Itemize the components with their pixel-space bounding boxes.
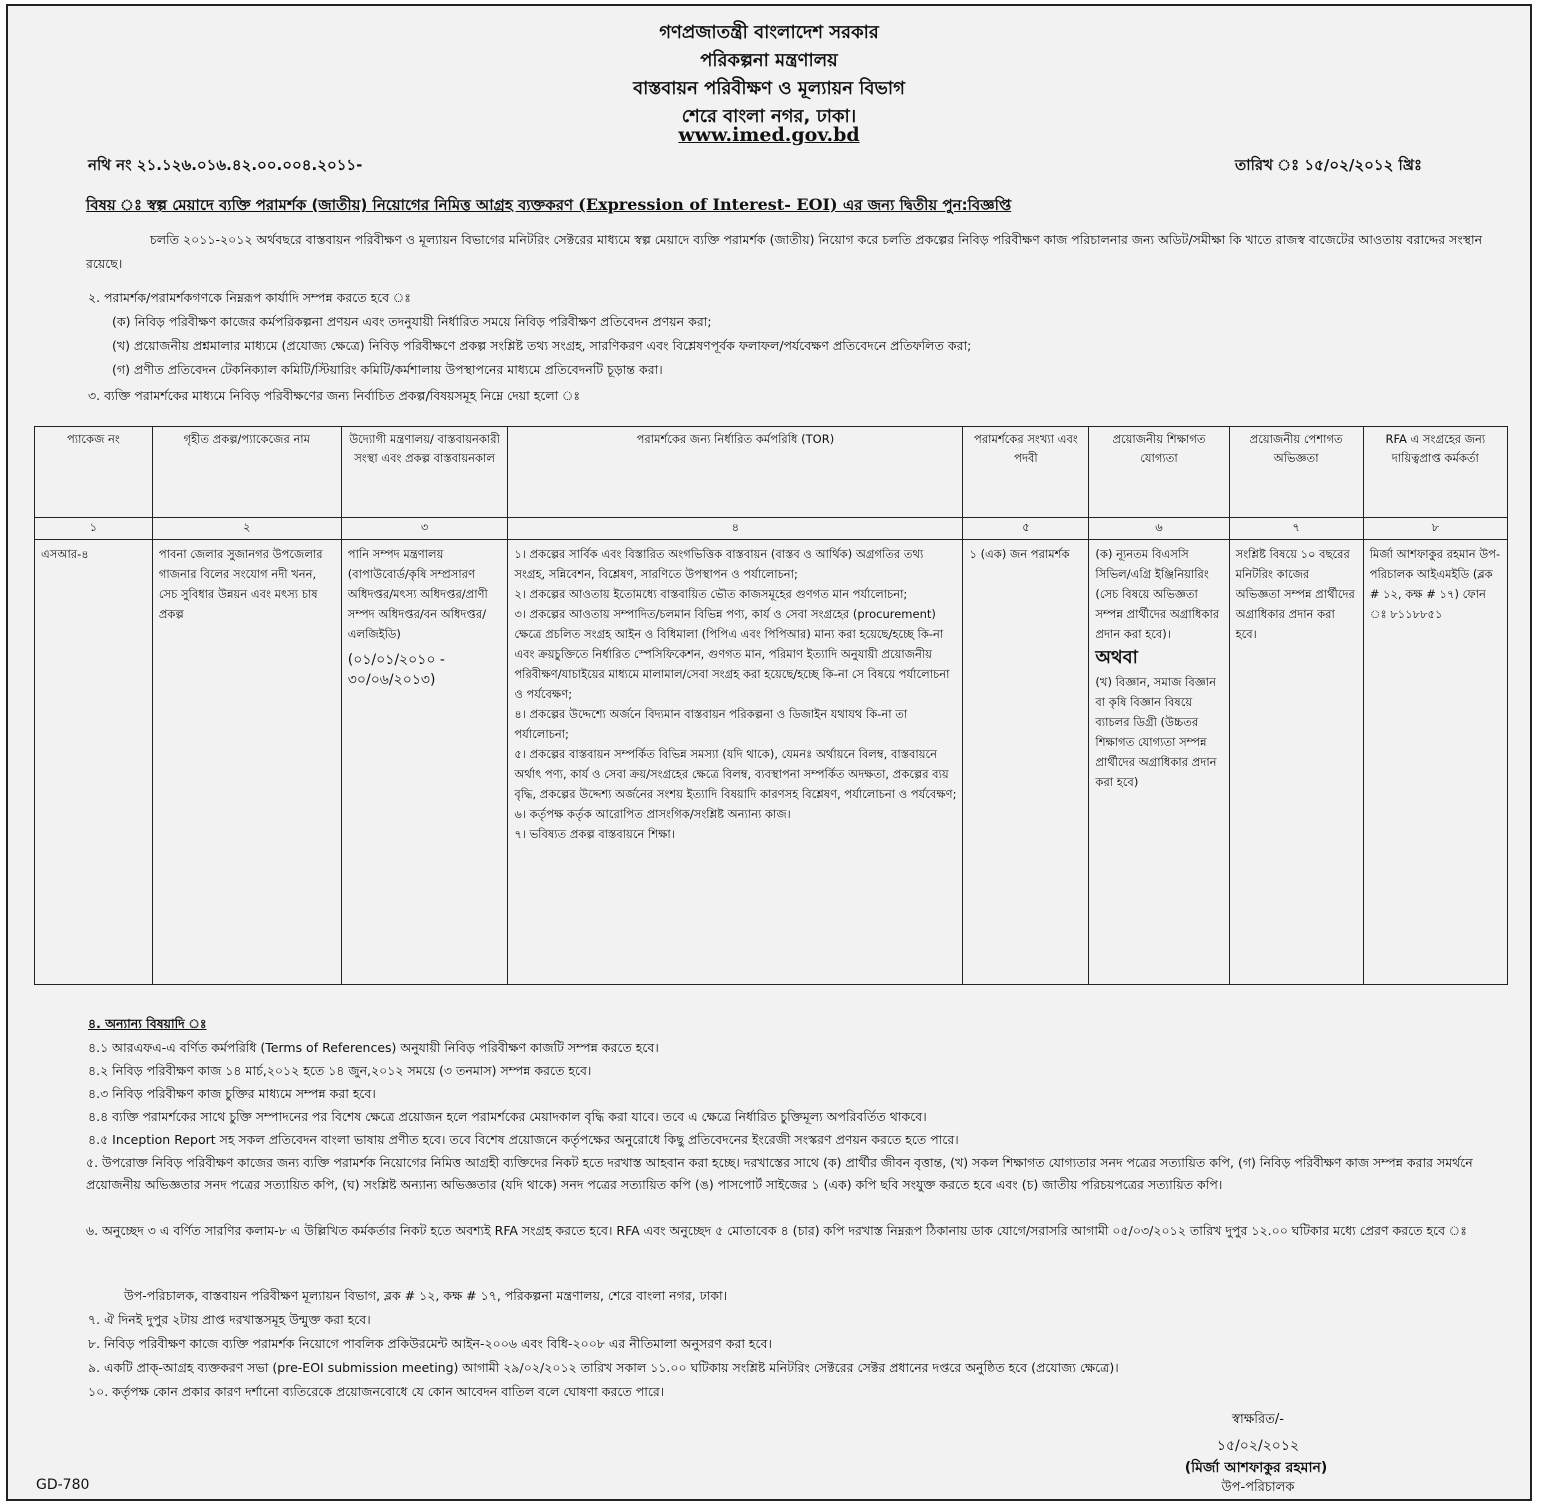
section-4-title: ৪. অন্যান্য বিষয়াদি ঃ [88,1016,207,1031]
col-number: ৭ [1229,518,1363,540]
tor-item: ৬। কর্তৃপক্ষ কর্তৃক আরোপিত প্রাসংগিক/সংশ্লিষ্ট অন্যান্য কাজ। [514,807,791,821]
section-2-item-b: (খ) প্রয়োজনীয় প্রশ্নমালার মাধ্যমে (প্রযোজ্য ক্ষেত্রে) নিবিড় পরিবীক্ষণে প্রকল্প সংশ্লিষ্ট তথ্য সংগ্রহ, সারণিকরণ এবং বিশ্লেষণপূর্বক ফলাফল/পর্যবেক্ষণ প্রতিবেদনে প্রতিফলিত করা; [112,338,972,353]
section-3-title: ৩. ব্যক্তি পরামর্শকের মাধ্যমে নিবিড় পরিবীক্ষণের জন্য নির্বাচিত প্রকল্প/বিষয়সমূহ নিম্নে দেয়া হলো ঃ [88,388,581,403]
signature-name: (মির্জা আশফাকুর রহমান) [1184,1460,1328,1476]
section-2-item-a: (ক) নিবিড় পরিবীক্ষণ কাজের কর্মপরিকল্পনা প্রণয়ন এবং তদনুযায়ী নির্ধারিত সময়ে নিবিড় পরিবীক্ষণ প্রতিবেদন প্রণয়ন করা; [112,314,712,329]
col-header-package: প্যাকেজ নং [35,427,153,518]
header-government: গণপ্রজাতন্ত্রী বাংলাদেশ সরকার [659,22,879,43]
cell-experience: সংশ্লিষ্ট বিষয়ে ১০ বছরের মনিটরিং কাজের অভিজ্ঞতা সম্পন্ন প্রার্থীদের অগ্রাধিকার প্রদান করা হবে। [1229,540,1363,985]
section-6: ৬. অনুচ্ছেদ ৩ এ বর্ণিত সারণির কলাম-৮ এ উল্লিখিত কর্মকর্তার নিকট হতে অবশ্যই RFA সংগ্রহ করতে হবে। RFA এবং অনুচ্ছেদ ৫ মোতাবেক ৪ (চার) কপি দরখাস্ত নিম্নরূপ ঠিকানায় ডাক যোগে/সরাসরি আগামী ০৫/০৩/২০১২ তারিখ দুপুর ১২.০০ ঘটিকার মধ্যে প্রেরণ করতে হবে ঃ [86,1223,1467,1238]
subject-bn-pre: বিষয় ঃ স্বল্প মেয়াদে ব্যক্তি পরামর্শক (জাতীয়) নিয়োগের নিমিত্ত আগ্রহ ব্যক্তকরণ [86,196,574,214]
col-header-ministry: উদ্যোগী মন্ত্রণালয়/ বাস্তবায়নকারী সংস্থা এবং প্রকল্প বাস্তবায়নকাল [341,427,508,518]
header-ministry: পরিকল্পনা মন্ত্রণালয় [700,50,838,71]
cell-consultants: ১ (এক) জন পরামর্শক [963,540,1089,985]
subject-bn-post: এর জন্য দ্বিতীয় পুন:বিজ্ঞপ্তি [842,196,1012,214]
section-5: ৫. উপরোক্ত নিবিড় পরিবীক্ষণ কাজের জন্য ব্যক্তি পরামর্শক নিয়োগের নিমিত্ত আগ্রহী ব্যক্তিদের নিকট হতে দরখাস্ত আহবান করা হচ্ছে। দরখাস্তের সাথে (ক) প্রার্থীর জীবন বৃত্তান্ত, (খ) সকল শিক্ষাগত যোগ্যতার সনদ পত্রের সত্যায়িত কপি, (গ) নিবিড় পরিবীক্ষণ কাজ সম্পন্ন করার সমর্থনে প্রয়োজনীয় অভিজ্ঞতার সনদ পত্রের সত্যায়িত কপি, (ঘ) সংশ্লিষ্ট অন্যান্য অভিজ্ঞতার (যদি থাকে) সনদ পত্রের সত্যায়িত কপি (ঙ) পাসপোর্ট সাইজের ১ (এক) কপি ছবি সংযুক্ত করতে হবে এবং (চ) জাতীয় পরিচয়পত্রের সত্যায়িত কপি। [86,1155,1473,1192]
section-8: ৮. নিবিড় পরিবীক্ষণ কাজে ব্যক্তি পরামর্শক নিয়োগে পাবলিক প্রকিউরমেন্ট আইন-২০০৬ এবং বিধি-২০০৮ এর নীতিমালা অনুসরণ করা হবে। [88,1336,772,1351]
section-4-item: ৪.৩ নিবিড় পরিবীক্ষণ কাজ চুক্তির মাধ্যমে সম্পন্ন করা হবে। [88,1086,376,1101]
section-4-item: ৪.৫ Inception Report সহ সকল প্রতিবেদন বাংলা ভাষায় প্রণীত হবে। তবে বিশেষ প্রয়োজনে কর্তৃপক্ষের অনুরোধে কিছু প্রতিবেদনের ইংরেজী সংস্করণ প্রণয়ন করতে হতে পারে। [88,1132,959,1147]
col-number: ১ [35,518,153,540]
qualification-a: (ক) ন্যূনতম বিএসসি সিভিল/এগ্রি ইঞ্জিনিয়ারিং (সেচ বিষয়ে অভিজ্ঞতা সম্পন্ন প্রার্থীদের অগ্রাধিকার প্রদান করা হবে)। [1095,547,1220,641]
col-number: ৪ [508,518,963,540]
section-10: ১০. কর্তৃপক্ষ কোন প্রকার কারণ দর্শানো ব্যতিরেকে প্রয়োজনবোধে যে কোন আবেদন বাতিল বলে ঘোষণা করতে পারে। [88,1384,665,1399]
section-9: ৯. একটি প্রাক্-আগ্রহ ব্যক্তকরণ সভা (pre-EOI submission meeting) আগামী ২৯/০২/২০১২ তারিখ সকাল ১১.০০ ঘটিকায় সংশ্লিষ্ট মনিটরিং সেক্টরের সেক্টর প্রধানের দপ্তরে অনুষ্ঠিত হবে (প্রযোজ্য ক্ষেত্রে)। [88,1360,1119,1375]
section-2-title: ২. পরামর্শক/পরামর্শকগণকে নিম্নরূপ কার্যাদি সম্পন্ন করতে হবে ঃ [88,290,411,305]
subject-line [86,194,1011,219]
tor-item: ২। প্রকল্পের আওতায় ইতোমধ্যে বাস্তবায়িত ভৌত কাজসমূহের গুণগত মান পর্যালোচনা; [514,587,908,601]
cell-project: পাবনা জেলার সুজানগর উপজেলার গাজনার বিলের সংযোগ নদী খনন, সেচ সুবিধার উন্নয়ন এবং মৎস্য চাষ প্রকল্প [152,540,341,985]
col-number: ৫ [963,518,1089,540]
intro-paragraph: চলতি ২০১১-২০১২ অর্থবছরে বাস্তবায়ন পরিবীক্ষণ ও মূল্যায়ন বিভাগের মনিটরিং সেক্টরের মাধ্যমে স্বল্প মেয়াদে ব্যক্তি পরামর্শক (জাতীয়) নিয়োগ করে চলতি প্রকল্পের নিবিড় পরিবীক্ষণ কাজ পরিচালনার জন্য অডিট/সমীক্ষা কি খাতে রাজস্ব বাজেটের আওতায় বরাদ্দের সংস্থান রয়েছে। [86,232,1483,271]
signature-date: ১৫/০২/২০১২ [1216,1438,1300,1454]
cell-package: এসআর-৪ [35,540,153,985]
table-number-row [35,518,1508,540]
col-header-experience: প্রয়োজনীয় পেশাগত অভিজ্ঞতা [1229,427,1363,518]
memo-number: নথি নং ২১.১২৬.০১৬.৪২.০০.০০৪.২০১১- [88,156,363,174]
col-header-consultants: পরামর্শকের সংখ্যা এবং পদবী [963,427,1089,518]
tor-item: ৩। প্রকল্পের আওতায় সম্পাদিত/চলমান বিভিন্ন পণ্য, কার্য ও সেবা সংগ্রহের (procurement) ক্ষেত্রে প্রচলিত সংগ্রহ আইন ও বিধিমালা (পিপিএ এবং পিপিআর) মান্য করা হয়েছে/হচ্ছে কি-না এবং ক্রয়চুক্তিতে নির্ধারিত স্পেসিফিকেশন, গুণগত মান, পরিমাণ ইত্যাদি অনুযায়ী প্রয়োজনীয় পরিবীক্ষণ/যাচাইয়ের মাধ্যমে মালামাল/সেবা সংগ্রহ করা হয়েছে/হচ্ছে কি-না সে বিষয়ে পর্যালোচনা ও পর্যবেক্ষণ; [514,607,950,701]
section-4-item: ৪.১ আরএফএ-এ বর্ণিত কর্মপরিধি (Terms of References) অনুযায়ী নিবিড় পরিবীক্ষণ কাজটি সম্পন্ন করতে হবে। [88,1040,659,1055]
tor-table [34,426,1508,985]
qualification-b: (খ) বিজ্ঞান, সমাজ বিজ্ঞান বা কৃষি বিজ্ঞান বিষয়ে ব্যাচলর ডিগ্রী (উচ্চতর শিক্ষাগত যোগ্যতা সম্পন্ন প্রার্থীদের অগ্রাধিকার প্রদান করা হবে) [1095,675,1217,789]
cell-qualification [1089,540,1229,985]
section-7: ৭. ঐ দিনই দুপুর ২টায় প্রাপ্ত দরখাস্তসমূহ উন্মুক্ত করা হবে। [88,1312,371,1327]
table-header-row [35,427,1508,518]
col-number: ৬ [1089,518,1229,540]
signature-signed: স্বাক্ষরিত/- [1232,1412,1284,1427]
project-period: (০১/০১/২০১০ - ৩০/০৬/২০১৩) [347,652,445,688]
section-4-item: ৪.৪ ব্যক্তি পরামর্শকের সাথে চুক্তি সম্পাদনের পর বিশেষ ক্ষেত্রে প্রয়োজন হলে পরামর্শকের মেয়াদকাল বৃদ্ধি করা যাবে। তবে এ ক্ষেত্রে নির্ধারিত চুক্তিমূল্য অপরিবর্তিত থাকবে। [88,1109,927,1124]
cell-ministry [341,540,508,985]
cell-officer: মির্জা আশফাকুর রহমান উপ-পরিচালক আইএমইডি (ব্লক # ১২, কক্ষ # ১৭) ফোন ঃ ৮১১৮৮৫১ [1363,540,1507,985]
subject-en: (Expression of Interest- EOI) [578,195,838,214]
tor-item: ৭। ভবিষ্যত প্রকল্প বাস্তবায়নে শিক্ষা। [514,827,675,841]
address-line: উপ-পরিচালক, বাস্তবায়ন পরিবীক্ষণ মূল্যায়ন বিভাগ, ব্লক # ১২, কক্ষ # ১৭, পরিকল্পনা মন্ত্রণালয়, শেরে বাংলা নগর, ঢাকা। [124,1288,728,1303]
ministry-text: পানি সম্পদ মন্ত্রণালয় (বাপাউবোর্ড/কৃষি সম্প্রসারণ অধিদপ্তর/মৎস্য অধিদপ্তর/প্রাণী সম্পদ অধিদপ্তর/বন অধিদপ্তর/ এলজিইডি) [347,547,488,641]
col-number: ৮ [1363,518,1507,540]
col-number: ৩ [341,518,508,540]
tor-item: ১। প্রকল্পের সার্বিক এবং বিস্তারিত অংগভিত্তিক বাস্তবায়ন (বাস্তব ও আর্থিক) অগ্রগতির তথ্য সংগ্রহ, সন্নিবেশন, বিশ্লেষণ, সারণিতে উপস্থাপন ও পর্যালোচনা; [514,547,924,581]
notice-date: তারিখ ঃ ১৫/০২/২০১২ খ্রিঃ [1234,156,1422,174]
header-website[interactable]: www.imed.gov.bd [678,124,860,146]
col-header-qualification: প্রয়োজনীয় শিক্ষাগত যোগ্যতা [1089,427,1229,518]
tor-item: ৪। প্রকল্পের উদ্দেশ্যে অর্জনে বিদ্যমান বাস্তবায়ন পরিকল্পনা ও ডিজাইন যথাযথ কি-না তা পর্যালোচনা; [514,707,908,741]
qualification-or: অথবা [1095,647,1138,668]
col-header-project: গৃহীত প্রকল্প/প্যাকেজের নাম [152,427,341,518]
footer-code: GD-780 [36,1477,90,1493]
notice-page [6,4,1532,1501]
tor-item: ৫। প্রকল্পের বাস্তবায়ন সম্পর্কিত বিভিন্ন সমস্যা (যদি থাকে), যেমনঃ অর্থায়নে বিলম্ব, বাস্তবায়নে অর্থাৎ পণ্য, কার্য ও সেবা ক্রয়/সংগ্রহের ক্ষেত্রে বিলম্ব, ব্যবস্থাপনা সম্পর্কিত অদক্ষতা, প্রকল্পের ব্যয় বৃদ্ধি, প্রকল্পের উদ্দেশ্য অর্জনের সংশয় ইত্যাদি বিষয়াদি কারণসহ বিশ্লেষণ, পর্যালোচনা ও পর্যবেক্ষণ; [514,747,957,801]
col-number: ২ [152,518,341,540]
section-2-item-c: (গ) প্রণীত প্রতিবেদন টেকনিক্যাল কমিটি/স্টিয়ারিং কমিটি/কর্মশালায় উপস্থাপনের মাধ্যমে প্রতিবেদনটি চূড়ান্ত করা। [112,362,663,377]
table-row [35,540,1508,985]
header-address: শেরে বাংলা নগর, ঢাকা। [681,106,857,127]
signature-title: উপ-পরিচালক [1221,1480,1295,1495]
section-4-item: ৪.২ নিবিড় পরিবীক্ষণ কাজ ১৪ মার্চ,২০১২ হতে ১৪ জুন,২০১২ সময়ে (৩ তনমাস) সম্পন্ন করতে হবে। [88,1063,592,1078]
col-header-tor: পরামর্শকের জন্য নির্ধারিত কর্মপরিধি (TOR) [508,427,963,518]
cell-tor [508,540,963,985]
header-division: বাস্তবায়ন পরিবীক্ষণ ও মূল্যায়ন বিভাগ [633,78,905,99]
col-header-officer: RFA এ সংগ্রহের জন্য দায়িত্বপ্রাপ্ত কর্মকর্তা [1363,427,1507,518]
